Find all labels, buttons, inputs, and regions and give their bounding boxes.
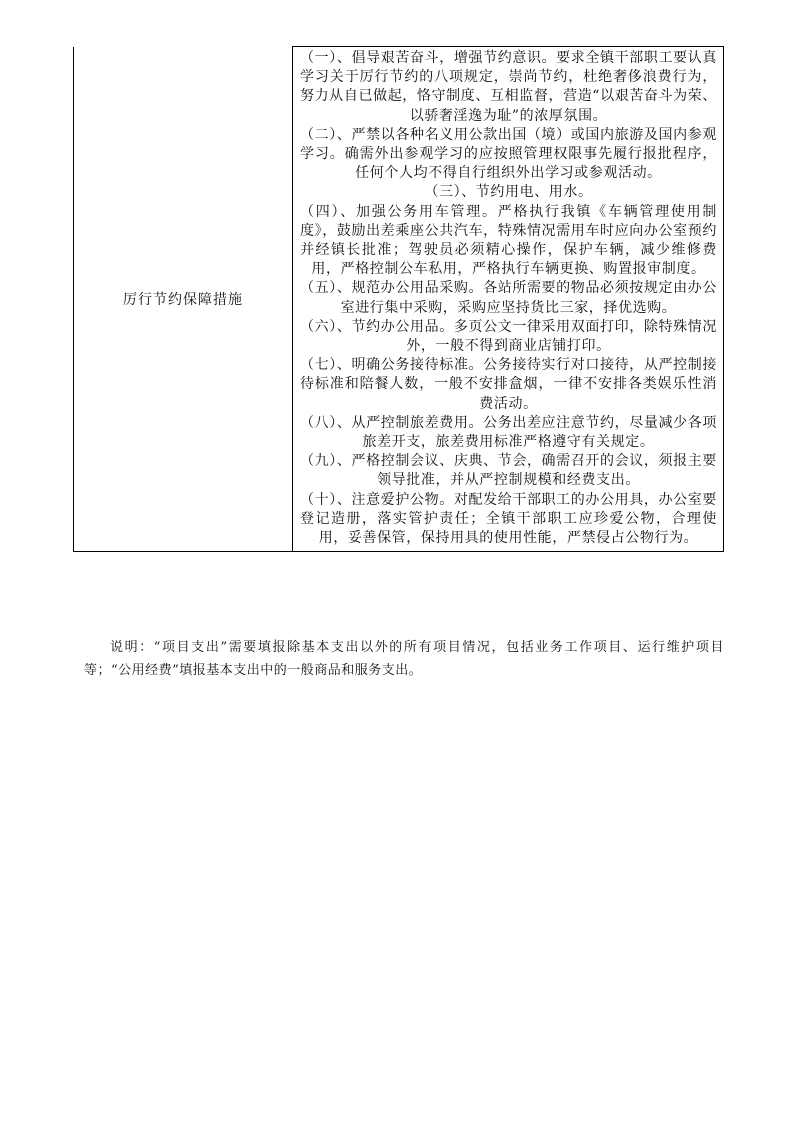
measure-item-4: （四）、加强公务用车管理。严格执行我镇《车辆管理使用制度》，鼓励出差乘座公共汽车，特殊情况需用车时应向办公室预约并经镇长批准；驾驶员必须精心操作，保护车辆，减少维修费用，严格控制公车私用，严格执行车辆更换、购置报审制度。	[300, 203, 717, 278]
measure-item-7: （七）、明确公务接待标准。公务接待实行对口接待，从严控制接待标准和陪餐人数，一般不安排盒烟，一律不安排各类娱乐性消费活动。	[300, 357, 717, 412]
measures-content	[293, 47, 724, 552]
measure-item-3: （三）、节约用电、用水。	[424, 184, 593, 201]
measure-item-10: （十）、注意爱护公物。对配发给干部职工的办公用具，办公室要登记造册，落实管护责任；全镇干部职工应珍爱公物，合理使用，妥善保管，保持用具的使用性能，严禁侵占公物行为。	[300, 491, 717, 547]
measure-item-8: （八）、从严控制旅差费用。公务出差应注意节约，尽量减少各项旅差开支，旅差费用标准严格遵守有关规定。	[300, 414, 717, 451]
measure-item-1: （一）、倡导艰苦奋斗，增强节约意识。要求全镇干部职工要认真学习关于厉行节约的八项规定，崇尚节约，杜绝奢侈浪费行为，努力从自已做起，恪守制度、互相监督，营造“以艰苦奋斗为荣、以骄奢淫逸为耻”的浓厚氛围。	[300, 50, 717, 124]
table-row	[74, 47, 724, 552]
row-label: 厉行节约保障措施	[74, 47, 293, 552]
measure-item-6: （六）、节约办公用品。多页公文一律采用双面打印，除特殊情况外，一般不得到商业店铺打印。	[300, 318, 717, 355]
measure-item-2: （二）、严禁以各种名义用公款出国（境）或国内旅游及国内参观学习。确需外出参观学习的应按照管理权限事先履行报批程序，任何个人均不得自行组织外出学习或参观活动。	[300, 126, 717, 182]
measure-item-5: （五）、规范办公用品采购。各站所需要的物品必须按规定由办公室进行集中采购，采购应坚持货比三家，择优选购。	[300, 280, 717, 316]
measures-table	[73, 46, 724, 552]
footnote: 说明：“项目支出”需要填报除基本支出以外的所有项目情况，包括业务工作项目、运行维护项目等；“公用经费”填报基本支出中的一般商品和服务支出。	[84, 640, 724, 678]
measure-item-9: （九）、严格控制会议、庆典、节会，确需召开的会议，须报主要领导批准，并从严控制规模和经费支出。	[300, 453, 717, 489]
